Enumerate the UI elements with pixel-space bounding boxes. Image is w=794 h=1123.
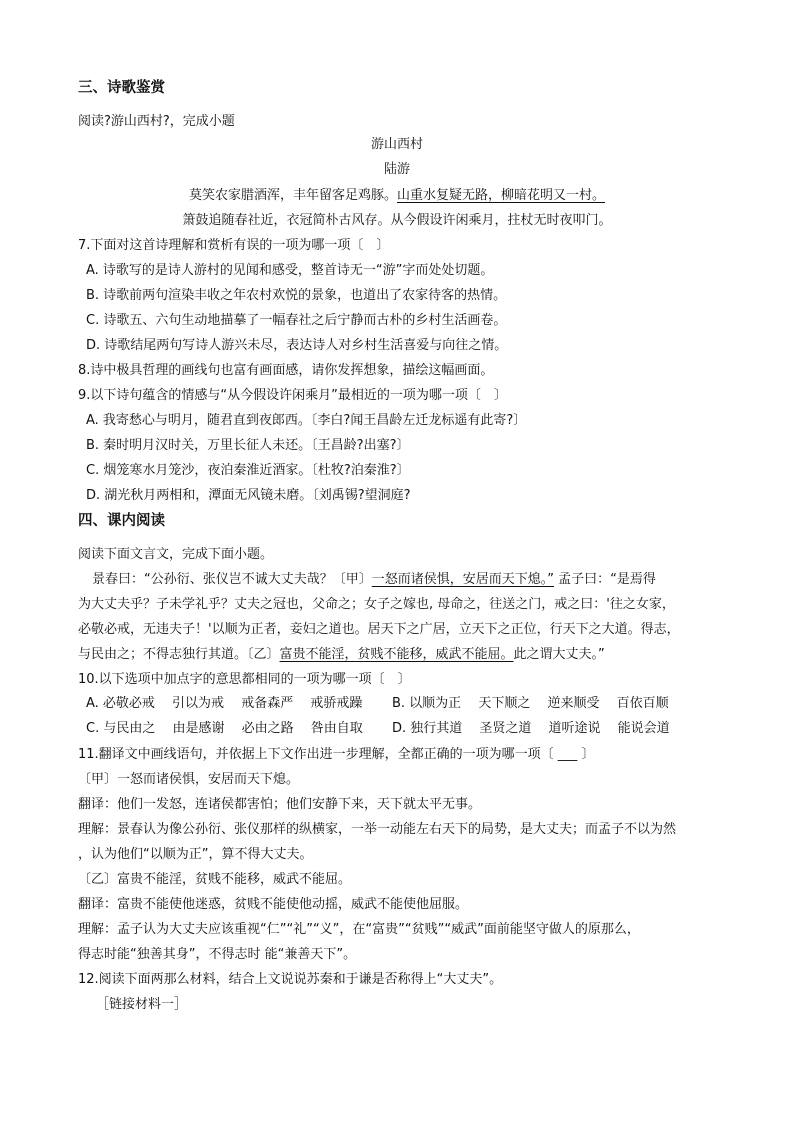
q11-yi-understanding-1: 理解：孟子认为大丈夫应该重视“仁”“礼”“义”，在“富贵”“贫贱”“威武”面前能坚守做人的原那么， [78, 922, 640, 937]
reading-intro: 阅读下面文言文，完成下面小题。 [78, 547, 274, 562]
q11-yi-understanding-2: 得志时能“独善其身”，不得志时 能“兼善天下”。 [78, 947, 357, 962]
passage-4a: 与民由之；不得志独行其道。〔乙〕 [78, 647, 280, 662]
q11-jia-translation: 翻译：他们一发怒，连诸侯都害怕；他们安静下来，天下就太平无事。 [78, 797, 482, 812]
passage-line-3: 必敬必戒，无违夫子！'以顺为正者，妾妇之道也。居天下之广居，立天下之正位，行天下之大道。得志， [78, 622, 680, 637]
q10-option-d: D. 独行其道 圣贤之道 道听途说 能说会道 [392, 721, 670, 736]
passage-underline-jia: 一怒而诸侯惧，安居而天下熄。” [371, 572, 554, 587]
q7-option-b: B. 诗歌前两句渲染丰收之年农村欢悦的景象，也道出了农家待客的热情。 [86, 288, 507, 303]
q12-stem: 12.阅读下面两那么材料，结合上文说说苏秦和于谦是否称得上“大丈夫”。 [78, 972, 503, 987]
passage-underline-yi: 富贵不能淫，贫贱不能移，威武不能屈。 [279, 647, 514, 662]
passage-line-1 [92, 570, 656, 590]
q11-yi: 〔乙〕富贵不能淫，贫贱不能移，威武不能屈。 [78, 872, 352, 887]
passage-line-2: 为大丈夫乎？子未学礼乎？丈夫之冠也，父命之；女子之嫁也, 母命之，往送之门，戒之曰：'往之女家， [78, 597, 675, 612]
link-material-1: ［链接材料一］ [96, 997, 188, 1012]
poem-title: 游山西村 [370, 137, 423, 152]
poem-line-1 [0, 186, 794, 206]
q8-stem: 8.诗中极具哲理的画线句也富有画面感，请你发挥想象，描绘这幅画面。 [78, 363, 494, 378]
q9-option-d: D. 湖光秋月两相和，潭面无风镜未磨。〔刘禹锡?望洞庭? [86, 488, 411, 503]
q9-option-a: A. 我寄愁心与明月，随君直到夜郎西。〔李白?闻王昌龄左迁龙标遥有此寄?〕 [86, 413, 527, 428]
q10-stem: 10.以下选项中加点字的意思都相同的一项为哪一项〔 〕 [78, 672, 411, 687]
q10-option-b: B. 以顺为正 天下顺之 逆来顺受 百依百顺 [392, 696, 669, 711]
q10-option-a: A. 必敬必戒 引以为戒 戒备森严 戒骄戒躁 [86, 696, 363, 711]
section-heading-reading: 四、课内阅读 [78, 513, 165, 529]
poem-line-1a: 莫笑农家腊酒浑，丰年留客足鸡豚。 [188, 188, 397, 203]
q9-option-b: B. 秦时明月汉时关，万里长征人未还。〔王昌龄?出塞?〕 [86, 438, 410, 453]
q11-jia-understanding-2: ，认为他们“以顺为正”，算不得大丈夫。 [78, 847, 313, 862]
q7-option-d: D. 诗歌结尾两句写诗人游兴未尽，表达诗人对乡村生活喜爱与向往之情。 [86, 338, 508, 353]
passage-line-4 [78, 645, 605, 665]
q10-option-c: C. 与民由之 由是感谢 必由之路 咎由自取 [86, 721, 363, 736]
q7-option-a: A. 诗歌写的是诗人游村的见闻和感受，整首诗无一“游”字而处处切题。 [86, 263, 494, 278]
passage-4c: 此之谓大丈夫。” [513, 647, 605, 662]
q11-jia: 〔甲〕一怒而诸侯惧，安居而天下熄。 [78, 772, 300, 787]
poem-author: 陆游 [383, 162, 410, 177]
q7-stem: 7.下面对这首诗理解和赏析有误的一项为哪一项〔 〕 [78, 238, 390, 253]
section-heading-poetry: 三、诗歌鉴赏 [78, 80, 165, 96]
q9-stem: 9.以下诗句蕴含的情感与“从今假设许闲乘月”最相近的一项为哪一项〔 〕 [78, 388, 507, 403]
poem-underlined-line: 山重水复疑无路，柳暗花明又一村。 [397, 188, 606, 203]
q11-stem: 11.翻译文中画线语句，并依据上下文作出进一步理解，全都正确的一项为哪一项〔 ___ 〕 [78, 747, 595, 762]
poem-line-2: 箫鼓追随春社近，衣冠简朴古风存。从今假设许闲乘月，拄杖无时夜叩门。 [182, 213, 612, 228]
q7-option-c: C. 诗歌五、六句生动地描摹了一幅春社之后宁静而古朴的乡村生活画卷。 [86, 313, 507, 328]
passage-1c: 孟子曰：“是焉得 [558, 572, 656, 587]
q9-option-c: C. 烟笼寒水月笼沙，夜泊秦淮近酒家。〔杜牧?泊秦淮?〕 [86, 463, 410, 478]
poetry-intro: 阅读?游山西村?，完成小题 [78, 114, 235, 129]
q11-yi-translation: 翻译：富贵不能使他迷惑，贫贱不能使他动摇，威武不能使他屈服。 [78, 897, 469, 912]
passage-1a: 景春曰：“公孙衍、张仪岂不诚大丈夫哉？〔甲〕 [92, 572, 372, 587]
q11-jia-understanding-1: 理解：景春认为像公孙衍、张仪那样的纵横家，一举一动能左右天下的局势，是大丈夫；而孟子不以为然 [78, 822, 677, 837]
